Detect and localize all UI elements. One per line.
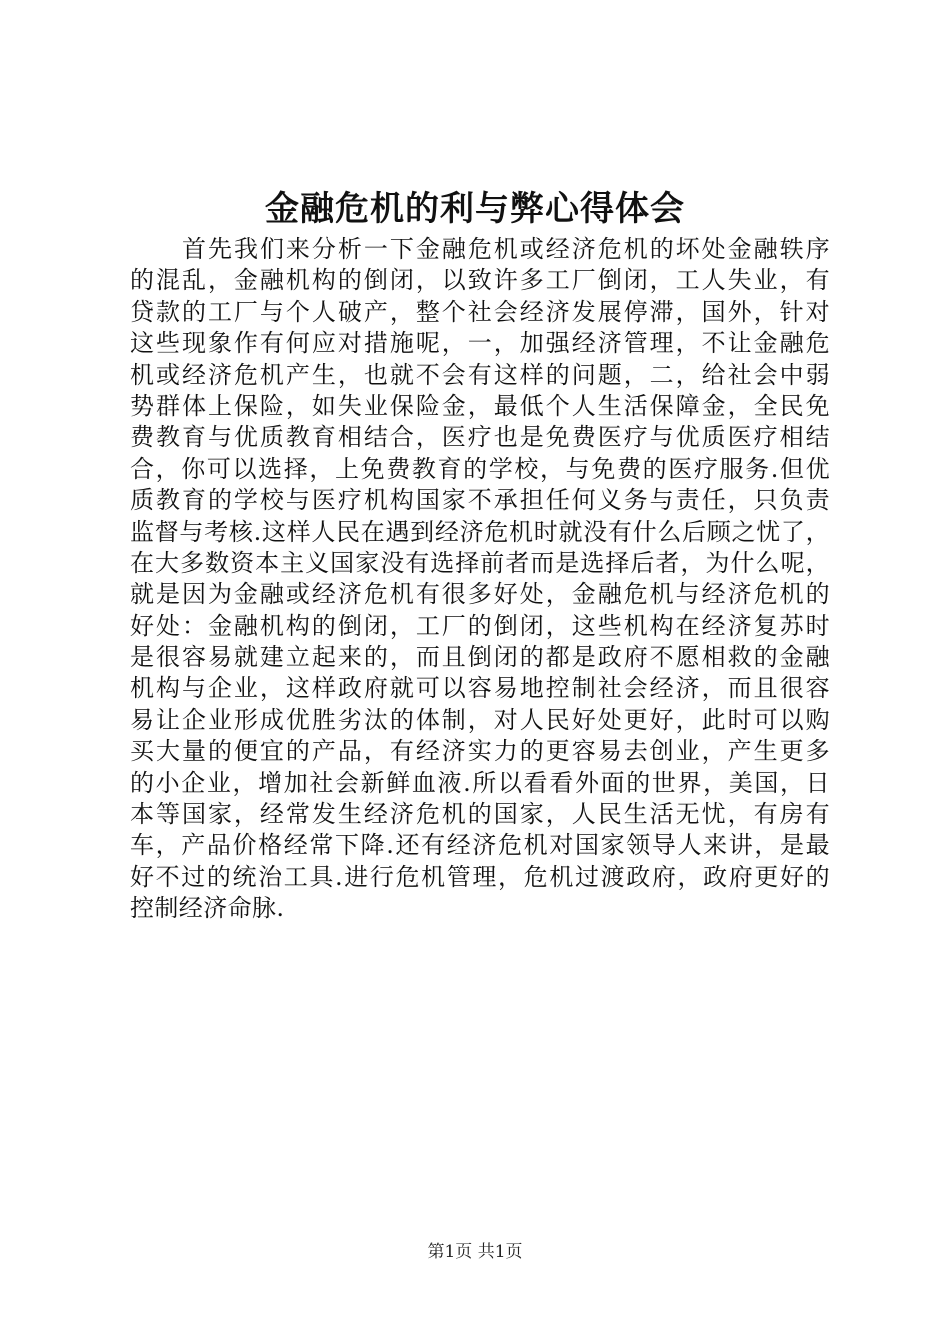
paragraph-line: 的小企业，增加社会新鲜血液.所以看看外面的世界，美国，日 (130, 768, 830, 797)
body-paragraph (130, 234, 830, 925)
paragraph-line: 费教育与优质教育相结合，医疗也是免费医疗与优质医疗相结 (130, 423, 830, 452)
paragraph-line: 在大多数资本主义国家没有选择前者而是选择后者，为什么呢， (130, 548, 830, 577)
document-title: 金融危机的利与弊心得体会 (265, 189, 685, 229)
paragraph-line: 是很容易就建立起来的，而且倒闭的都是政府不愿相救的金融 (130, 643, 830, 672)
paragraph-line: 的混乱，金融机构的倒闭，以致许多工厂倒闭，工人失业，有 (130, 266, 830, 295)
paragraph-line: 易让企业形成优胜劣汰的体制，对人民好处更好，此时可以购 (130, 705, 830, 734)
paragraph-line: 机或经济危机产生，也就不会有这样的问题，二，给社会中弱 (130, 360, 830, 389)
paragraph-line: 本等国家，经常发生经济危机的国家，人民生活无忧，有房有 (130, 800, 830, 829)
paragraph-line: 这些现象作有何应对措施呢，一，加强经济管理，不让金融危 (130, 329, 830, 358)
paragraph-line: 就是因为金融或经济危机有很多好处，金融危机与经济危机的 (130, 580, 830, 609)
paragraph-line: 质教育的学校与医疗机构国家不承担任何义务与责任，只负责 (130, 486, 830, 515)
paragraph-line: 买大量的便宜的产品，有经济实力的更容易去创业，产生更多 (130, 737, 830, 766)
paragraph-line: 势群体上保险，如失业保险金，最低个人生活保障金，全民免 (130, 391, 830, 420)
paragraph-line: 好不过的统治工具.进行危机管理，危机过渡政府，政府更好的 (130, 862, 830, 891)
paragraph-line: 监督与考核.这样人民在遇到经济危机时就没有什么后顾之忧了， (130, 517, 830, 546)
paragraph-line: 合，你可以选择，上免费教育的学校，与免费的医疗服务.但优 (130, 454, 830, 483)
paragraph-line: 贷款的工厂与个人破产，整个社会经济发展停滞，国外，针对 (130, 297, 830, 326)
paragraph-line: 车，产品价格经常下降.还有经济危机对国家领导人来讲，是最 (130, 831, 830, 860)
paragraph-line: 机构与企业，这样政府就可以容易地控制社会经济，而且很容 (130, 674, 830, 703)
paragraph-line: 控制经济命脉. (130, 894, 285, 923)
page-footer: 第1页 共1页 (427, 1242, 523, 1262)
paragraph-line: 首先我们来分析一下金融危机或经济危机的坏处金融轶序 (182, 235, 830, 263)
paragraph-line: 好处：金融机构的倒闭，工厂的倒闭，这些机构在经济复苏时 (130, 611, 830, 640)
